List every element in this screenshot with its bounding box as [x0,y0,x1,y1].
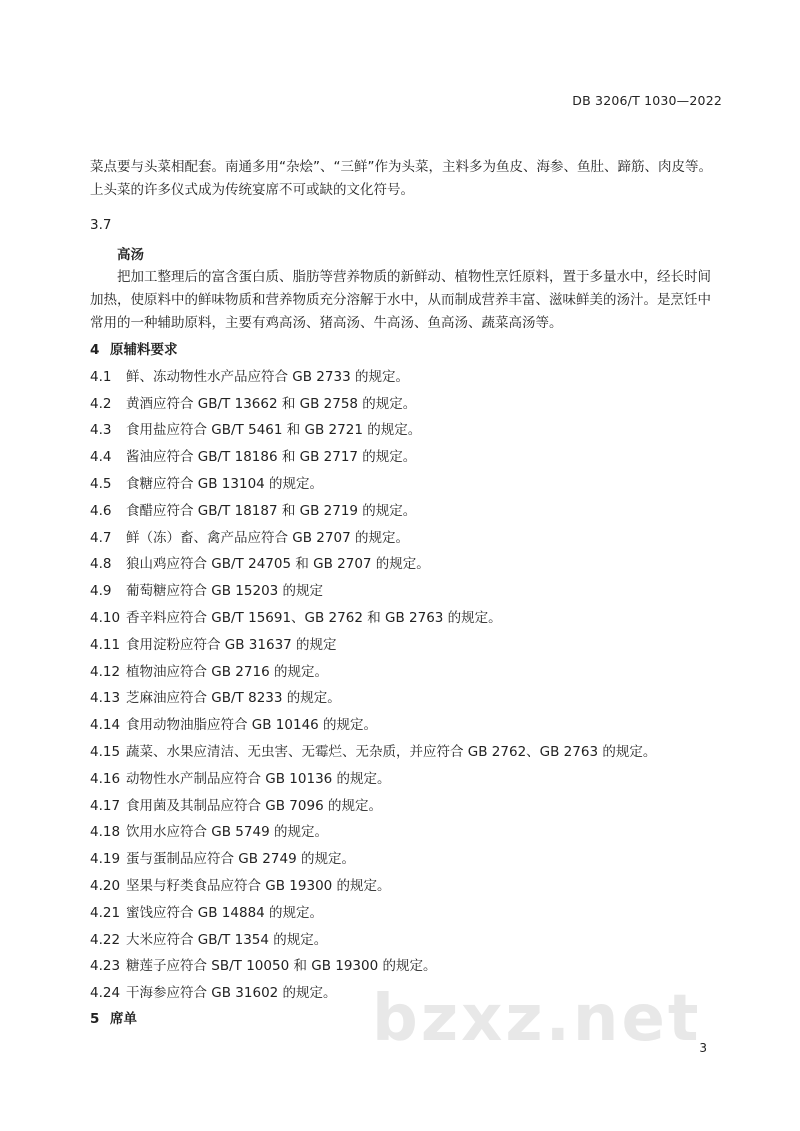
item-text: 狼山鸡应符合 GB/T 24705 和 GB 2707 的规定。 [126,556,430,573]
item-number: 4.5 [90,475,112,492]
page-content [90,156,722,1030]
item-text: 食醋应符合 GB/T 18187 和 GB 2719 的规定。 [126,502,417,519]
item-number: 4.12 [90,663,121,680]
item-text: 食糖应符合 GB 13104 的规定。 [126,475,324,492]
list-item [90,875,722,897]
section-number: 4 [90,342,100,358]
item-number: 4.22 [90,931,121,948]
item-text: 饮用水应符合 GB 5749 的规定。 [126,824,328,841]
list-item [90,634,722,656]
item-number: 4.8 [90,556,112,573]
term-title: 高汤 [117,247,144,263]
section-title: 原辅料要求 [110,342,178,358]
list-item [90,821,722,843]
item-text: 香辛料应符合 GB/T 15691、GB 2762 和 GB 2763 的规定。 [126,609,502,626]
item-text: 动物性水产制品应符合 GB 10136 的规定。 [126,770,391,787]
requirements-list [90,366,722,1004]
list-item [90,955,722,977]
list-item [90,607,722,629]
intro-paragraph: 菜点要与头菜相配套。南通多用“杂烩”、“三鲜”作为头菜，主料多为鱼皮、海参、鱼肚、蹄筋、肉皮等。上头菜的许多仪式成为传统宴席不可或缺的文化符号。 [90,159,712,198]
watermark: bzxz.net [372,982,702,1056]
item-number: 4.13 [90,690,121,707]
item-number: 4.18 [90,824,121,841]
item-number: 4.3 [90,422,112,439]
item-number: 4.9 [90,583,112,600]
list-item [90,929,722,951]
item-text: 大米应符合 GB/T 1354 的规定。 [126,931,328,948]
item-text: 葡萄糖应符合 GB 15203 的规定 [126,583,324,600]
list-item [90,500,722,522]
list-item [90,527,722,549]
item-number: 4.21 [90,904,121,921]
item-text: 鲜（冻）畜、禽产品应符合 GB 2707 的规定。 [126,529,409,546]
list-item [90,366,722,388]
item-text: 蜜饯应符合 GB 14884 的规定。 [126,904,324,921]
item-text: 鲜、冻动物性水产品应符合 GB 2733 的规定。 [126,368,409,385]
list-item [90,768,722,790]
list-item [90,661,722,683]
item-number: 4.10 [90,609,121,626]
item-text: 黄酒应符合 GB/T 13662 和 GB 2758 的规定。 [126,395,417,412]
item-text: 植物油应符合 GB 2716 的规定。 [126,663,328,680]
item-number: 4.23 [90,958,121,975]
item-text: 干海参应符合 GB 31602 的规定。 [126,985,337,1002]
item-number: 4.24 [90,985,121,1002]
item-number: 4.6 [90,502,112,519]
term-number: 3.7 [90,217,112,233]
list-item [90,714,722,736]
term-definition: 把加工整理后的富含蛋白质、脂肪等营养物质的新鲜动、植物性烹饪原料，置于多量水中，经长时间加热，使原料中的鲜味物质和营养物质充分溶解于水中，从而制成营养丰富、滋味鲜美的汤汁。是烹饪中常用的一种辅助原料，主要有鸡高汤、猪高汤、牛高汤、鱼高汤、蔬菜高汤等。 [90,269,711,331]
list-item [90,795,722,817]
list-item [90,446,722,468]
list-item [90,902,722,924]
list-item [90,393,722,415]
item-number: 4.17 [90,797,121,814]
item-text: 糖莲子应符合 SB/T 10050 和 GB 19300 的规定。 [126,958,437,975]
item-text: 食用淀粉应符合 GB 31637 的规定 [126,636,337,653]
item-text: 坚果与籽类食品应符合 GB 19300 的规定。 [126,877,391,894]
list-item [90,473,722,495]
item-number: 4.2 [90,395,112,412]
item-number: 4.4 [90,449,112,466]
item-number: 4.19 [90,851,121,868]
list-item [90,580,722,602]
list-item [90,687,722,709]
item-text: 蔬菜、水果应清洁、无虫害、无霉烂、无杂质，并应符合 GB 2762、GB 2763 的规定。 [126,743,657,760]
section-number: 5 [90,1011,100,1028]
list-item [90,553,722,575]
section-title: 席单 [110,1011,137,1028]
item-number: 4.15 [90,743,121,760]
item-text: 芝麻油应符合 GB/T 8233 的规定。 [126,690,341,707]
page-number: 3 [699,1041,707,1055]
list-item [90,741,722,763]
item-number: 4.20 [90,877,121,894]
document-code: DB 3206/T 1030—2022 [572,93,722,108]
item-number: 4.16 [90,770,121,787]
item-number: 4.1 [90,368,112,385]
item-number: 4.14 [90,717,121,734]
list-item [90,848,722,870]
item-text: 食用菌及其制品应符合 GB 7096 的规定。 [126,797,382,814]
item-text: 食用动物油脂应符合 GB 10146 的规定。 [126,717,378,734]
item-number: 4.11 [90,636,121,653]
list-item [90,419,722,441]
item-text: 蛋与蛋制品应符合 GB 2749 的规定。 [126,851,355,868]
item-number: 4.7 [90,529,112,546]
section-4-heading [90,339,722,361]
item-text: 食用盐应符合 GB/T 5461 和 GB 2721 的规定。 [126,422,422,439]
item-text: 酱油应符合 GB/T 18186 和 GB 2717 的规定。 [126,449,417,466]
